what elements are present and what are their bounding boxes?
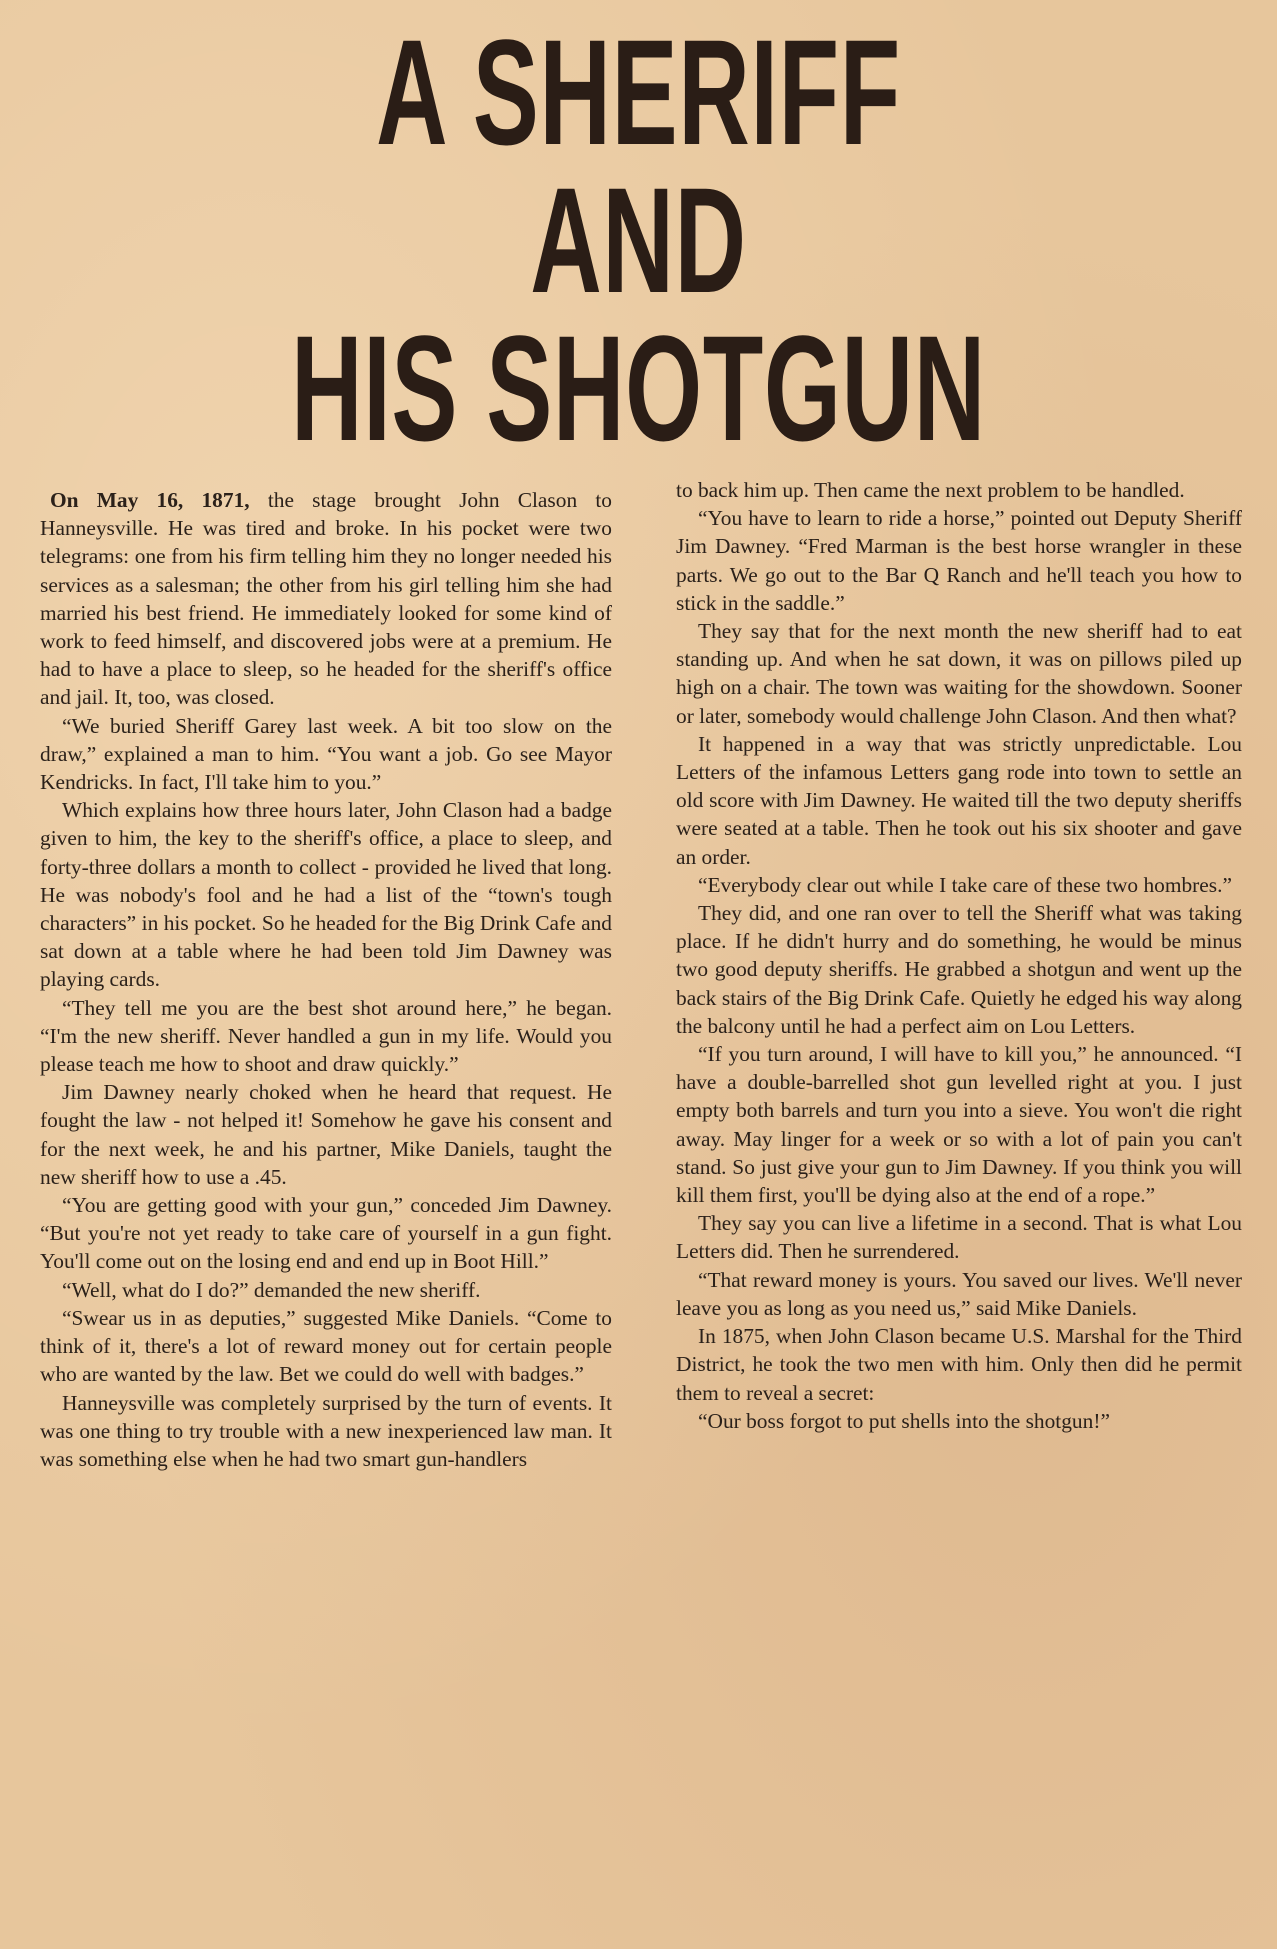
- title-line-2: AND: [530, 156, 747, 324]
- left-paragraph-9: Hanneysville was completely surprised by the turn of events. It was one thing to try trouble with a new inexperienced law man. It was something else when he had two smart gun-handlers: [40, 1390, 612, 1471]
- dateline: On May 16, 1871,: [50, 488, 250, 512]
- left-column: [40, 486, 612, 1473]
- right-paragraph-6: They did, and one ran over to tell the Sheriff what was taking place. If he didn't hurry and do something, he would be minus two good deputy sheriffs. He grabbed a shotgun and went up the back stairs of the Big Drink Cafe. Quietly he edged his way along the balcony until he had a perfect aim on Lou Letters.: [676, 901, 1242, 1038]
- right-paragraph-7: “If you turn around, I will have to kill you,” he announced. “I have a double-barrelled shot gun levelled right at you. I just empty both barrels and turn you into a sieve. You won't die right away. May linger for a week or so with a lot of pain you can't stand. So just give your gun to Jim Dawney. If you think you will kill them first, you'll be dying also at the end of a rope.”: [676, 1042, 1242, 1208]
- right-paragraph-10: In 1875, when John Clason became U.S. Marshal for the Third District, he took the two men with him. Only then did he permit them to reveal a secret:: [676, 1324, 1242, 1405]
- right-paragraph-2: “You have to learn to ride a horse,” pointed out Deputy Sheriff Jim Dawney. “Fred Marman is the best horse wrangler in these parts. We go out to the Bar Q Ranch and he'll teach you how to stick in the saddle.”: [676, 506, 1242, 615]
- left-paragraph-1: [40, 486, 612, 712]
- left-paragraph-2: “We buried Sheriff Garey last week. A bit too slow on the draw,” explained a man to him. “You want a job. Go see Mayor Kendricks. In fact, I'll take him to you.”: [40, 713, 612, 795]
- right-paragraph-4: It happened in a way that was strictly unpredictable. Lou Letters of the infamous Letters gang rode into town to settle an old score with Jim Dawney. He waited till the two deputy sheriffs were seated at a table. Then he took out his six shooter and gave an order.: [676, 731, 1242, 869]
- left-paragraph-5: Jim Dawney nearly choked when he heard that request. He fought the law - not helped it! Somehow he gave his consent and for the next week, he and his partner, Mike Daniels, taught the new sheriff how to use a .45.: [40, 1080, 612, 1189]
- left-paragraph-1-text: the stage brought John Clason to Hanneysville. He was tired and broke. In his pocket were two telegrams: one from his firm telling him they no longer needed his services as a salesman; the other from his girl telling him she had married his best friend. He immediately looked for some kind of work to feed himself, and discovered jobs were at a premium. He had to have a place to sleep, so he headed for the sheriff's office and jail. It, too, was closed.: [40, 488, 612, 710]
- right-paragraph-8: They say you can live a lifetime in a second. That is what Lou Letters did. Then he surrendered.: [676, 1211, 1242, 1264]
- right-paragraph-11: “Our boss forgot to put shells into the shotgun!”: [698, 1408, 1110, 1433]
- article-title: [0, 8, 1277, 472]
- right-paragraph-1: to back him up. Then came the next problem to be handled.: [676, 478, 1185, 502]
- left-paragraph-8: “Swear us in as deputies,” suggested Mike Daniels. “Come to think of it, there's a lot of reward money out for certain people who are wanted by the law. Bet we could do well with badges.”: [40, 1305, 612, 1387]
- right-paragraph-5: “Everybody clear out while I take care of these two hombres.”: [698, 872, 1232, 897]
- left-paragraph-7: “Well, what do I do?” demanded the new sheriff.: [62, 1277, 481, 1302]
- right-paragraph-3: They say that for the next month the new sheriff had to eat standing up. And when he sat down, it was on pillows piled up high on a chair. The town was waiting for the showdown. Sooner or later, somebody would challenge John Clason. And then what?: [676, 619, 1242, 728]
- right-column: [676, 476, 1242, 1435]
- right-paragraph-9: “That reward money is yours. You saved our lives. We'll never leave you as long as you need us,” said Mike Daniels.: [676, 1267, 1242, 1320]
- title-line-1: A SHERIFF: [376, 8, 901, 176]
- left-paragraph-6: “You are getting good with your gun,” conceded Jim Dawney. “But you're not yet ready to take care of yourself in a gun fight. You'll come out on the losing end and end up in Boot Hill.”: [40, 1193, 612, 1274]
- left-paragraph-4: “They tell me you are the best shot around here,” he began. “I'm the new sheriff. Never handled a gun in my life. Would you please teach me how to shoot and draw quickly.”: [40, 995, 612, 1077]
- left-paragraph-3: Which explains how three hours later, John Clason had a badge given to him, the key to the sheriff's office, a place to sleep, and forty-three dollars a month to collect - provided he lived that long. He was nobody's fool and he had a list of the “town's tough characters” in his pocket. So he headed for the Big Drink Cafe and sat down at a table where he had been told Jim Dawney was playing cards.: [40, 798, 612, 992]
- title-line-3: HIS SHOTGUN: [291, 304, 986, 472]
